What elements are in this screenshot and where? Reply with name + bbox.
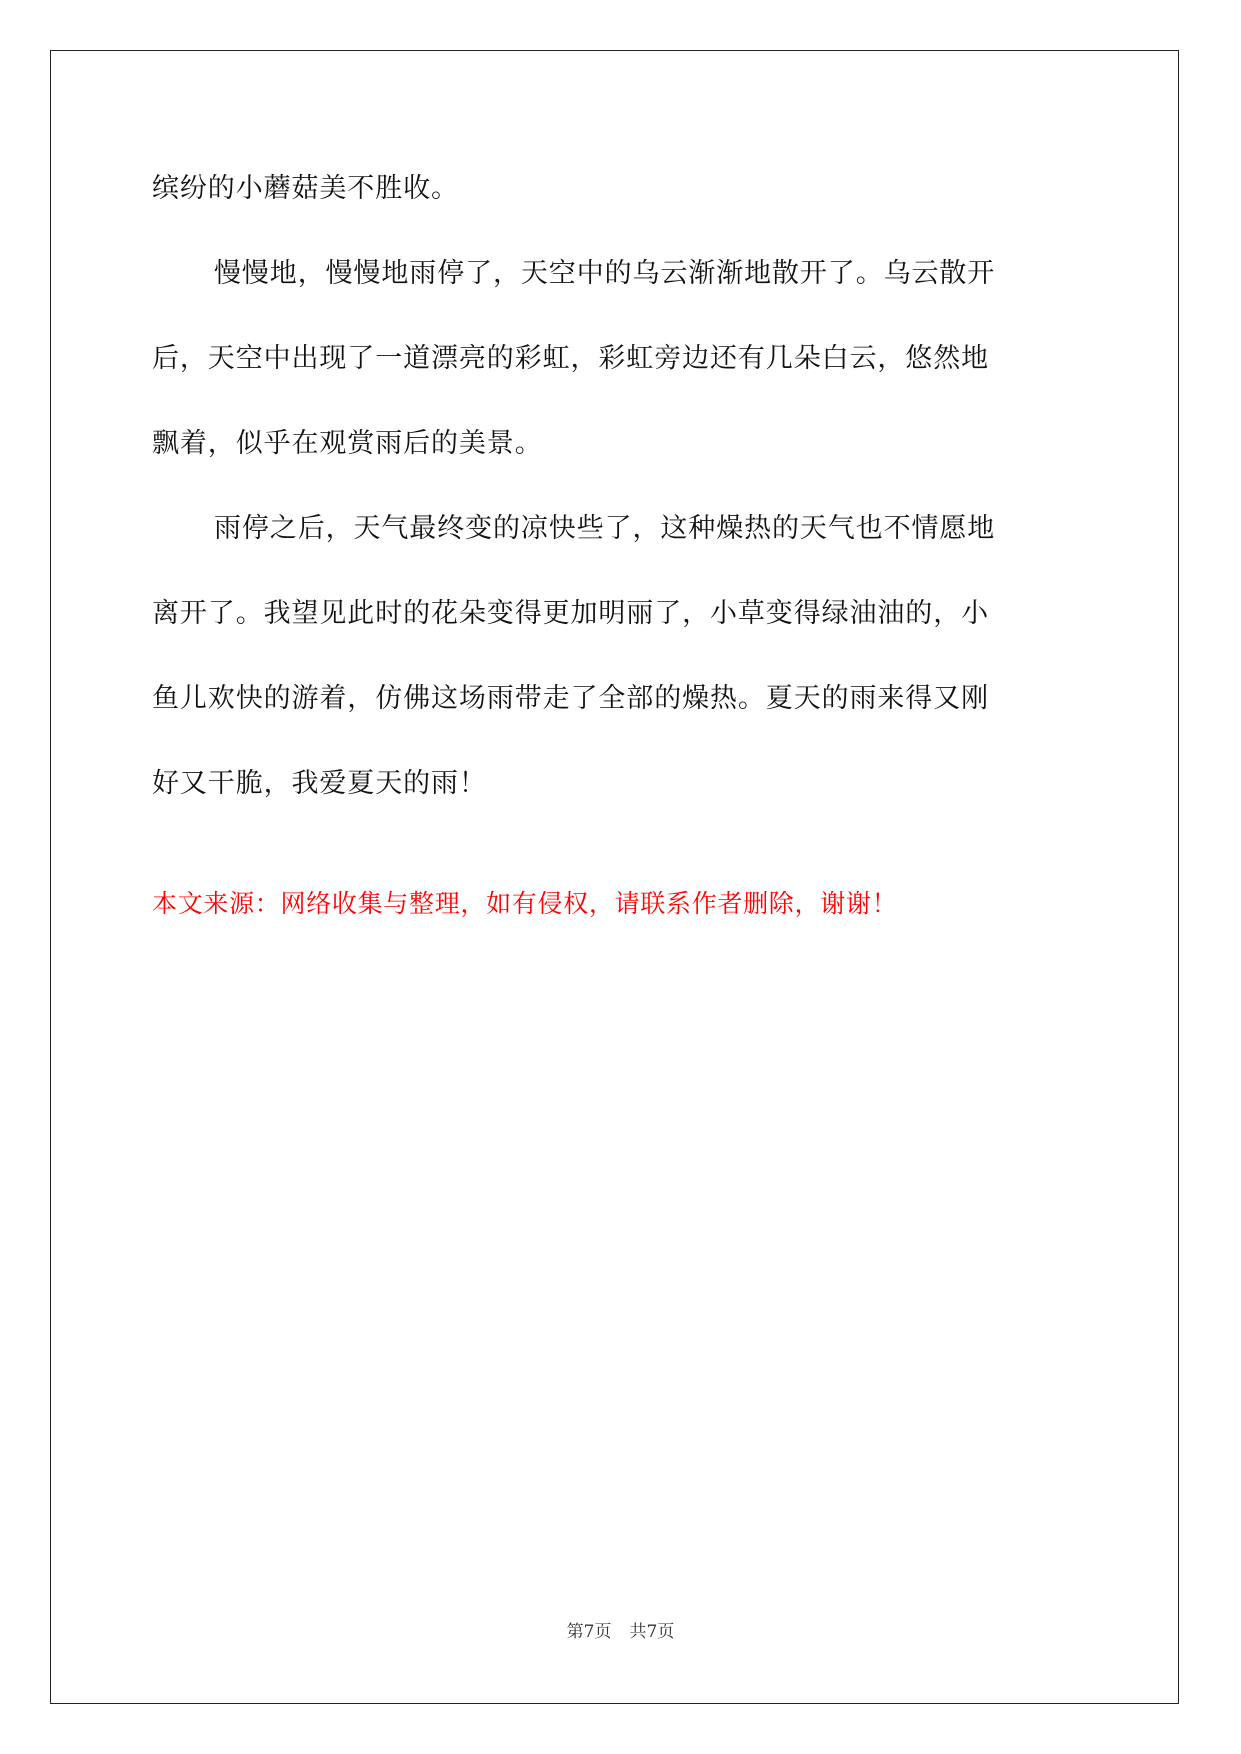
- page-number-total: 共7页: [629, 1622, 675, 1642]
- paragraph-3-line-2: 离开了。我望见此时的花朵变得更加明丽了，小草变得绿油油的，小: [152, 598, 989, 629]
- document-body: [152, 146, 1084, 826]
- paragraph-3-line-4: 好又干脆，我爱夏天的雨！: [152, 768, 487, 799]
- page-footer: [0, 1617, 1241, 1642]
- source-note: 本文来源：网络收集与整理，如有侵权，请联系作者删除，谢谢！: [152, 889, 898, 918]
- paragraph-2-line-1: 慢慢地，慢慢地雨停了，天空中的乌云渐渐地散开了。乌云散开: [214, 258, 996, 289]
- paragraph-3-line-3: 鱼儿欢快的游着，仿佛这场雨带走了全部的燥热。夏天的雨来得又刚: [152, 683, 989, 714]
- paragraph-1-line-1: 缤纷的小蘑菇美不胜收。: [152, 173, 459, 204]
- page-number-current: 第7页: [566, 1622, 612, 1642]
- paragraph-2-line-3: 飘着，似乎在观赏雨后的美景。: [152, 428, 543, 459]
- paragraph-2-line-2: 后，天空中出现了一道漂亮的彩虹，彩虹旁边还有几朵白云，悠然地: [152, 343, 989, 374]
- paragraph-3-line-1: 雨停之后，天气最终变的凉快些了，这种燥热的天气也不情愿地: [214, 513, 996, 544]
